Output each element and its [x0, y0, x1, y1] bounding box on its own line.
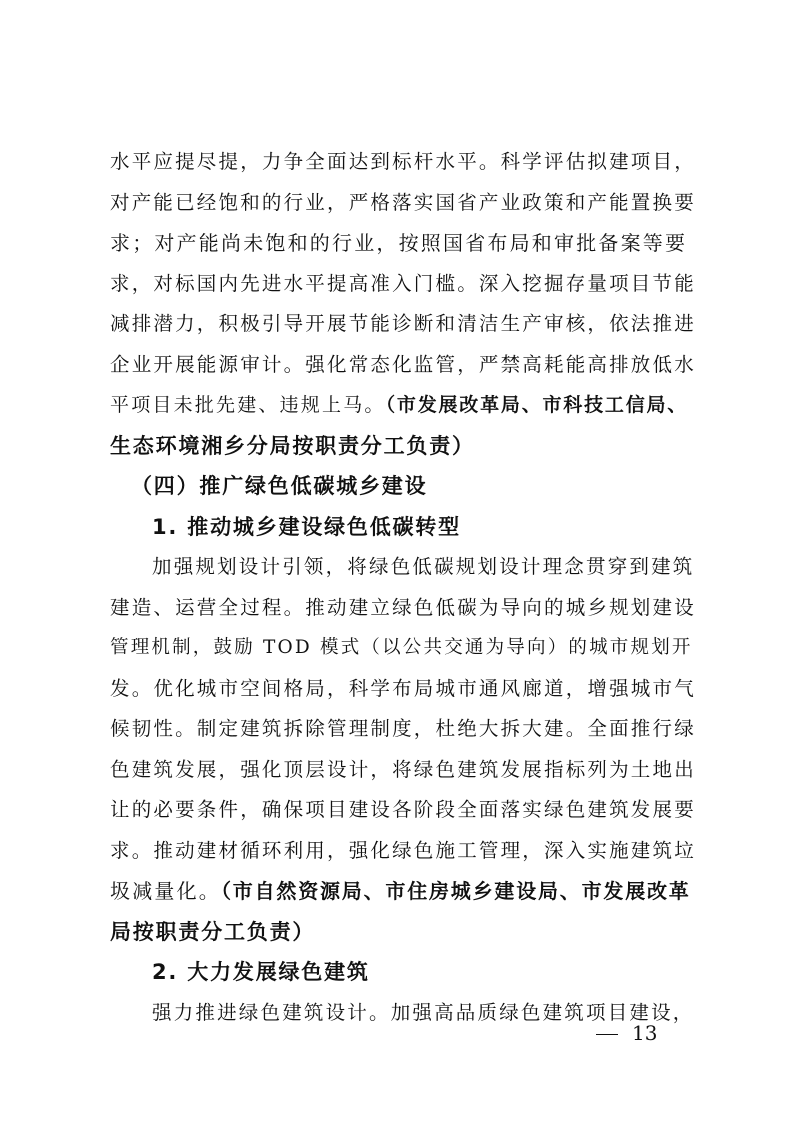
text-line	[110, 264, 696, 304]
line-text: 求；对产能尚未饱和的行业，按照国省布局和审批备案等要	[110, 231, 688, 255]
line-text: 减排潜力，积极引导开展节能诊断和清洁生产审核，依法推进	[110, 312, 696, 335]
text-line	[110, 912, 315, 952]
text-line	[110, 304, 696, 344]
page-number-dash	[596, 1034, 618, 1035]
text-line	[110, 183, 696, 223]
line-bold-text: 1. 推动城乡建设绿色低碳转型	[152, 514, 461, 539]
line-bold-text: （四）推广绿色低碳城乡建设	[131, 474, 428, 498]
line-text: 企业开展能源审计。强化常态化监管，严禁高耗能高排放低水	[110, 352, 696, 376]
line-text: 圾减量化。	[110, 879, 221, 903]
line-bold-text: 生态环境湘乡分局按职责分工负责）	[110, 433, 475, 458]
text-line	[110, 628, 693, 668]
line-text: 建造、运营全过程。推动建立绿色低碳为导向的城乡规划建设	[110, 595, 696, 619]
line-text: 管理机制，鼓励 TOD 模式（以公共交通为导向）的城市规划开	[110, 637, 693, 658]
text-line	[110, 385, 688, 425]
text-line	[152, 952, 370, 992]
line-bold-text: （市发展改革局、市科技工信局、	[385, 394, 689, 416]
line-text: 候韧性。制定建筑拆除管理制度，杜绝大拆大建。全面推行绿	[110, 717, 696, 740]
text-line	[152, 547, 695, 587]
text-line	[152, 507, 461, 547]
text-line	[131, 466, 427, 506]
text-line	[110, 871, 691, 911]
line-bold-text: 局按职责分工负责）	[110, 919, 316, 944]
text-line	[110, 142, 696, 182]
line-bold-text: （市自然资源局、市住房城乡建设局、市发展改革	[221, 879, 691, 903]
text-line	[110, 223, 687, 263]
line-text: 求。推动建材循环利用，强化绿色施工管理，深入实施建筑垃	[110, 838, 696, 862]
line-text: 强力推进绿色建筑设计。加强高品质绿色建筑项目建设，	[152, 1000, 695, 1024]
text-line	[110, 345, 696, 385]
text-line	[110, 750, 696, 790]
line-text: 对产能已经饱和的行业，严格落实国省产业政策和产能置换要	[110, 190, 696, 214]
text-line	[110, 790, 696, 830]
line-text: 发。优化城市空间格局，科学布局城市通风廊道，增强城市气	[110, 676, 696, 700]
text-line	[110, 709, 696, 749]
line-text: 色建筑发展，强化顶层设计，将绿色建筑发展指标列为土地出	[110, 757, 696, 781]
line-text: 让的必要条件，确保项目建设各阶段全面落实绿色建筑发展要	[110, 798, 696, 821]
page-number	[596, 1018, 676, 1048]
line-text: 平项目未批先建、违规上马。	[110, 394, 386, 416]
text-line	[110, 831, 696, 871]
line-text: 求，对标国内先进水平提高准入门槛。深入挖掘存量项目节能	[110, 271, 696, 295]
text-line	[110, 669, 696, 709]
text-line	[110, 426, 475, 466]
line-text: 加强规划设计引领，将绿色低碳规划设计理念贯穿到建筑	[152, 555, 695, 578]
line-bold-text: 2. 大力发展绿色建筑	[152, 960, 370, 984]
line-text: 水平应提尽提，力争全面达到标杆水平。科学评估拟建项目，	[110, 150, 696, 173]
page-number-value: 13	[632, 1021, 658, 1045]
text-line	[110, 588, 696, 628]
